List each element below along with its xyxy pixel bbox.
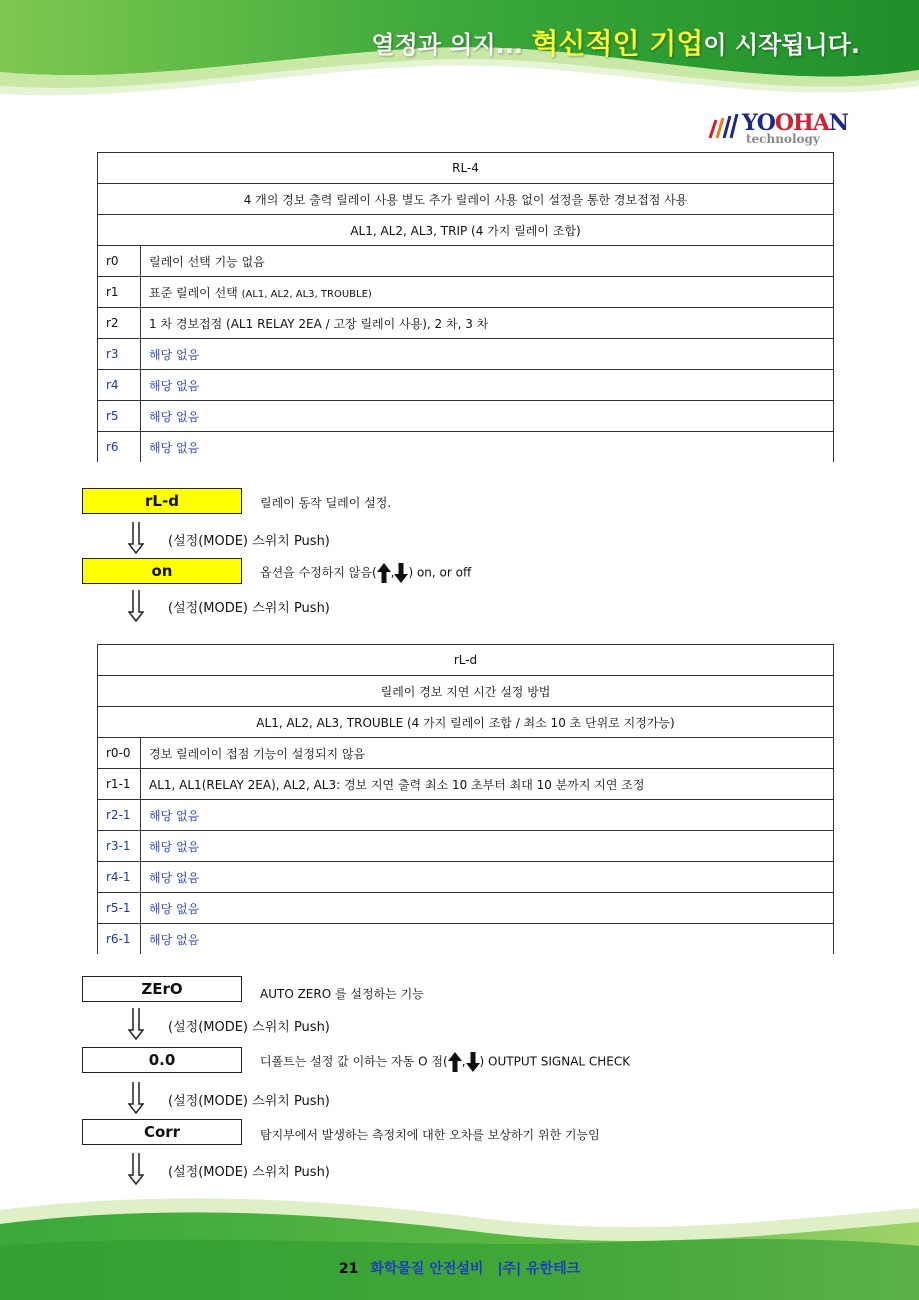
- row-text: 1 차 경보접점 (AL1 RELAY 2EA / 고장 릴레이 사용), 2 차, 3 차: [141, 308, 834, 339]
- row-code: r6-1: [98, 924, 141, 955]
- down-arrow-solid-icon: [394, 563, 408, 583]
- row-code: r4-1: [98, 862, 141, 893]
- company-logo: [706, 110, 851, 150]
- mode-push-step: (설정(MODE) 스위치 Push): [168, 601, 330, 616]
- row-text: 해당 없음: [141, 432, 834, 463]
- table-row: [98, 924, 834, 955]
- footer-banner: [0, 1190, 919, 1300]
- row-code: r2-1: [98, 800, 141, 831]
- row-code: r2: [98, 308, 141, 339]
- row-code: r0: [98, 246, 141, 277]
- footer-company: |주| 유한테크: [497, 1261, 581, 1277]
- rld-table: [97, 644, 834, 954]
- rl4-table: [97, 152, 834, 462]
- rld-setting-box: rL-d: [82, 488, 242, 514]
- mode-push-step: (설정(MODE) 스위치 Push): [168, 1165, 330, 1180]
- row-code: r6: [98, 432, 141, 463]
- slogan-highlight: 혁신적인 기업: [531, 27, 704, 60]
- table-row: [98, 370, 834, 401]
- table-row: [98, 308, 834, 339]
- down-arrow-icon: [128, 1082, 144, 1114]
- table-row: [98, 831, 834, 862]
- row-text: AL1, AL1(RELAY 2EA), AL2, AL3: 경보 지연 출력 최소 10 초부터 최대 10 분까지 지연 조정: [141, 769, 834, 800]
- logo-name: YOOHAN: [742, 110, 849, 136]
- row-text: 경보 릴레이이 접점 기능이 설정되지 않음: [141, 738, 834, 769]
- down-arrow-icon: [128, 522, 144, 554]
- row-text: 해당 없음: [141, 339, 834, 370]
- zero-setting-desc: AUTO ZERO 를 설정하는 기능: [260, 987, 424, 1001]
- corr-setting-box: Corr: [82, 1119, 242, 1145]
- row-text: 해당 없음: [141, 401, 834, 432]
- mode-push-step: (설정(MODE) 스위치 Push): [168, 534, 330, 549]
- row-text: 해당 없음: [141, 800, 834, 831]
- down-arrow-icon: [128, 1008, 144, 1040]
- row-code: r3-1: [98, 831, 141, 862]
- row-text: 릴레이 선택 기능 없음: [141, 246, 834, 277]
- page-number: 21: [338, 1261, 359, 1277]
- table-row: [98, 738, 834, 769]
- rld-description: 릴레이 경보 지연 시간 설정 방법: [98, 676, 834, 707]
- zero-value-desc: 디폴트는 설정 값 이하는 자동 O 점( , ) OUTPUT SIGNAL CHECK: [260, 1052, 630, 1072]
- mode-push-step: (설정(MODE) 스위치 Push): [168, 1094, 330, 1109]
- footer: [0, 1258, 919, 1278]
- up-arrow-icon: [377, 563, 391, 583]
- row-text: 해당 없음: [141, 924, 834, 955]
- row-text: 해당 없음: [141, 893, 834, 924]
- rl4-combination: AL1, AL2, AL3, TRIP (4 가지 릴레이 조합): [98, 215, 834, 246]
- row-code: r5-1: [98, 893, 141, 924]
- logo-stripes-icon: [706, 114, 740, 140]
- down-arrow-solid-icon: [466, 1052, 480, 1072]
- table-row: [98, 246, 834, 277]
- on-setting-desc: 옵션을 수정하지 않음( , ) on, or off: [260, 563, 471, 583]
- row-text: 해당 없음: [141, 862, 834, 893]
- rld-title: rL-d: [98, 645, 834, 676]
- zero-value-box: 0.0: [82, 1047, 242, 1073]
- row-code: r0-0: [98, 738, 141, 769]
- table-row: [98, 432, 834, 463]
- row-code: r1-1: [98, 769, 141, 800]
- rl4-description: 4 개의 경보 출력 릴레이 사용 별도 추가 릴레이 사용 없이 설정을 통한 경보접점 사용: [98, 184, 834, 215]
- logo-subtitle: technology: [746, 132, 820, 146]
- table-row: [98, 277, 834, 308]
- zero-setting-box: ZErO: [82, 976, 242, 1002]
- rld-combination: AL1, AL2, AL3, TROUBLE (4 가지 릴레이 조합 / 최소 10 초 단위로 지정가능): [98, 707, 834, 738]
- row-text: 표준 릴레이 선택 (AL1, AL2, AL3, TROUBLE): [141, 277, 834, 308]
- table-row: [98, 769, 834, 800]
- mode-push-step: (설정(MODE) 스위치 Push): [168, 1020, 330, 1035]
- table-row: [98, 893, 834, 924]
- table-row: [98, 800, 834, 831]
- slogan: 열정과 의지... 혁신적인 기업이 시작됩니다.: [371, 27, 860, 60]
- corr-setting-desc: 탐지부에서 발생하는 측정치에 대한 오차를 보상하기 위한 기능임: [260, 1128, 600, 1142]
- row-code: r5: [98, 401, 141, 432]
- up-arrow-icon: [448, 1052, 462, 1072]
- row-text: 해당 없음: [141, 370, 834, 401]
- on-setting-box: on: [82, 558, 242, 584]
- table-row: [98, 401, 834, 432]
- row-code: r1: [98, 277, 141, 308]
- down-arrow-icon: [128, 590, 144, 622]
- footer-label: 화학물질 안전설비: [370, 1261, 484, 1277]
- row-text: 해당 없음: [141, 831, 834, 862]
- table-row: [98, 862, 834, 893]
- row-code: r4: [98, 370, 141, 401]
- row-code: r3: [98, 339, 141, 370]
- down-arrow-icon: [128, 1153, 144, 1185]
- table-row: [98, 339, 834, 370]
- rl4-title: RL-4: [98, 153, 834, 184]
- rld-setting-desc: 릴레이 동작 딜레이 설정.: [260, 496, 392, 510]
